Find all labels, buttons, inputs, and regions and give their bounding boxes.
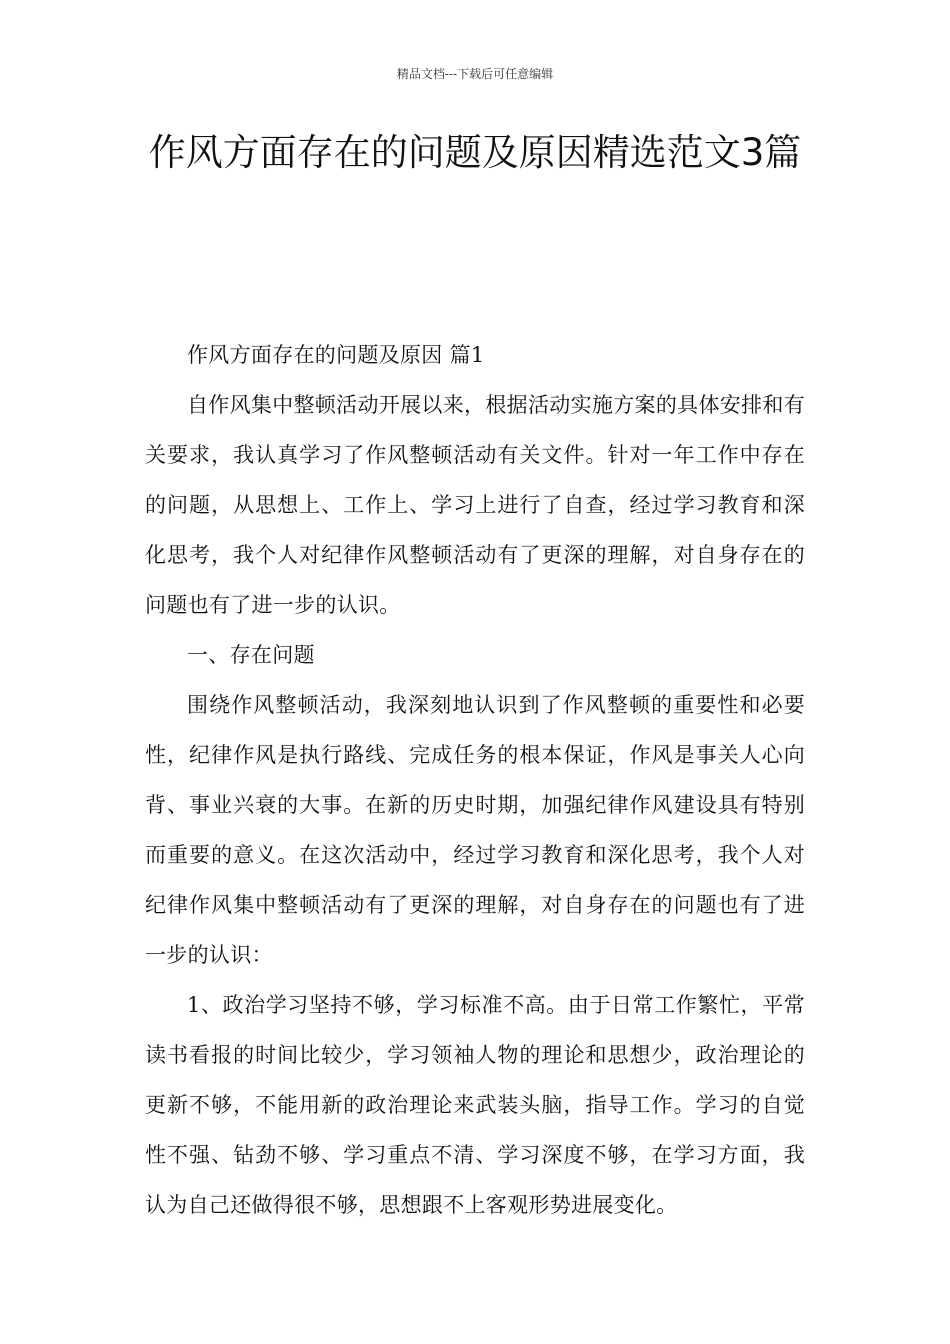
header-note: 精品文档---下载后可任意编辑	[396, 67, 554, 81]
section-heading-problems: 一、存在问题	[187, 643, 315, 667]
document-body	[145, 330, 805, 1230]
document-title: 作风方面存在的问题及原因精选范文3篇	[148, 131, 802, 174]
section-heading-part-1: 作风方面存在的问题及原因 篇1	[187, 343, 485, 367]
body-paragraph: 围绕作风整顿活动，我深刻地认识到了作风整顿的重要性和必要性，纪律作风是执行路线、完成任务的根本保证，作风是事关人心向背、事业兴衰的大事。在新的历史时期，加强纪律作风建设具有特别而重要的意义。在这次活动中，经过学习教育和深化思考，我个人对纪律作风集中整顿活动有了更深的理解，对自身存在的问题也有了进一步的认识：	[145, 693, 805, 967]
body-paragraph-item-1: 1、政治学习坚持不够，学习标准不高。由于日常工作繁忙，平常读书看报的时间比较少，学习领袖人物的理论和思想少，政治理论的更新不够，不能用新的政治理论来武装头脑，指导工作。学习的自觉性不强、钻劲不够、学习重点不清、学习深度不够，在学习方面，我认为自己还做得很不够，思想跟不上客观形势进展变化。	[145, 993, 805, 1217]
intro-paragraph: 自作风集中整顿活动开展以来，根据活动实施方案的具体安排和有关要求，我认真学习了作风整顿活动有关文件。针对一年工作中存在的问题，从思想上、工作上、学习上进行了自查，经过学习教育和深化思考，我个人对纪律作风整顿活动有了更深的理解，对自身存在的问题也有了进一步的认识。	[145, 393, 805, 617]
